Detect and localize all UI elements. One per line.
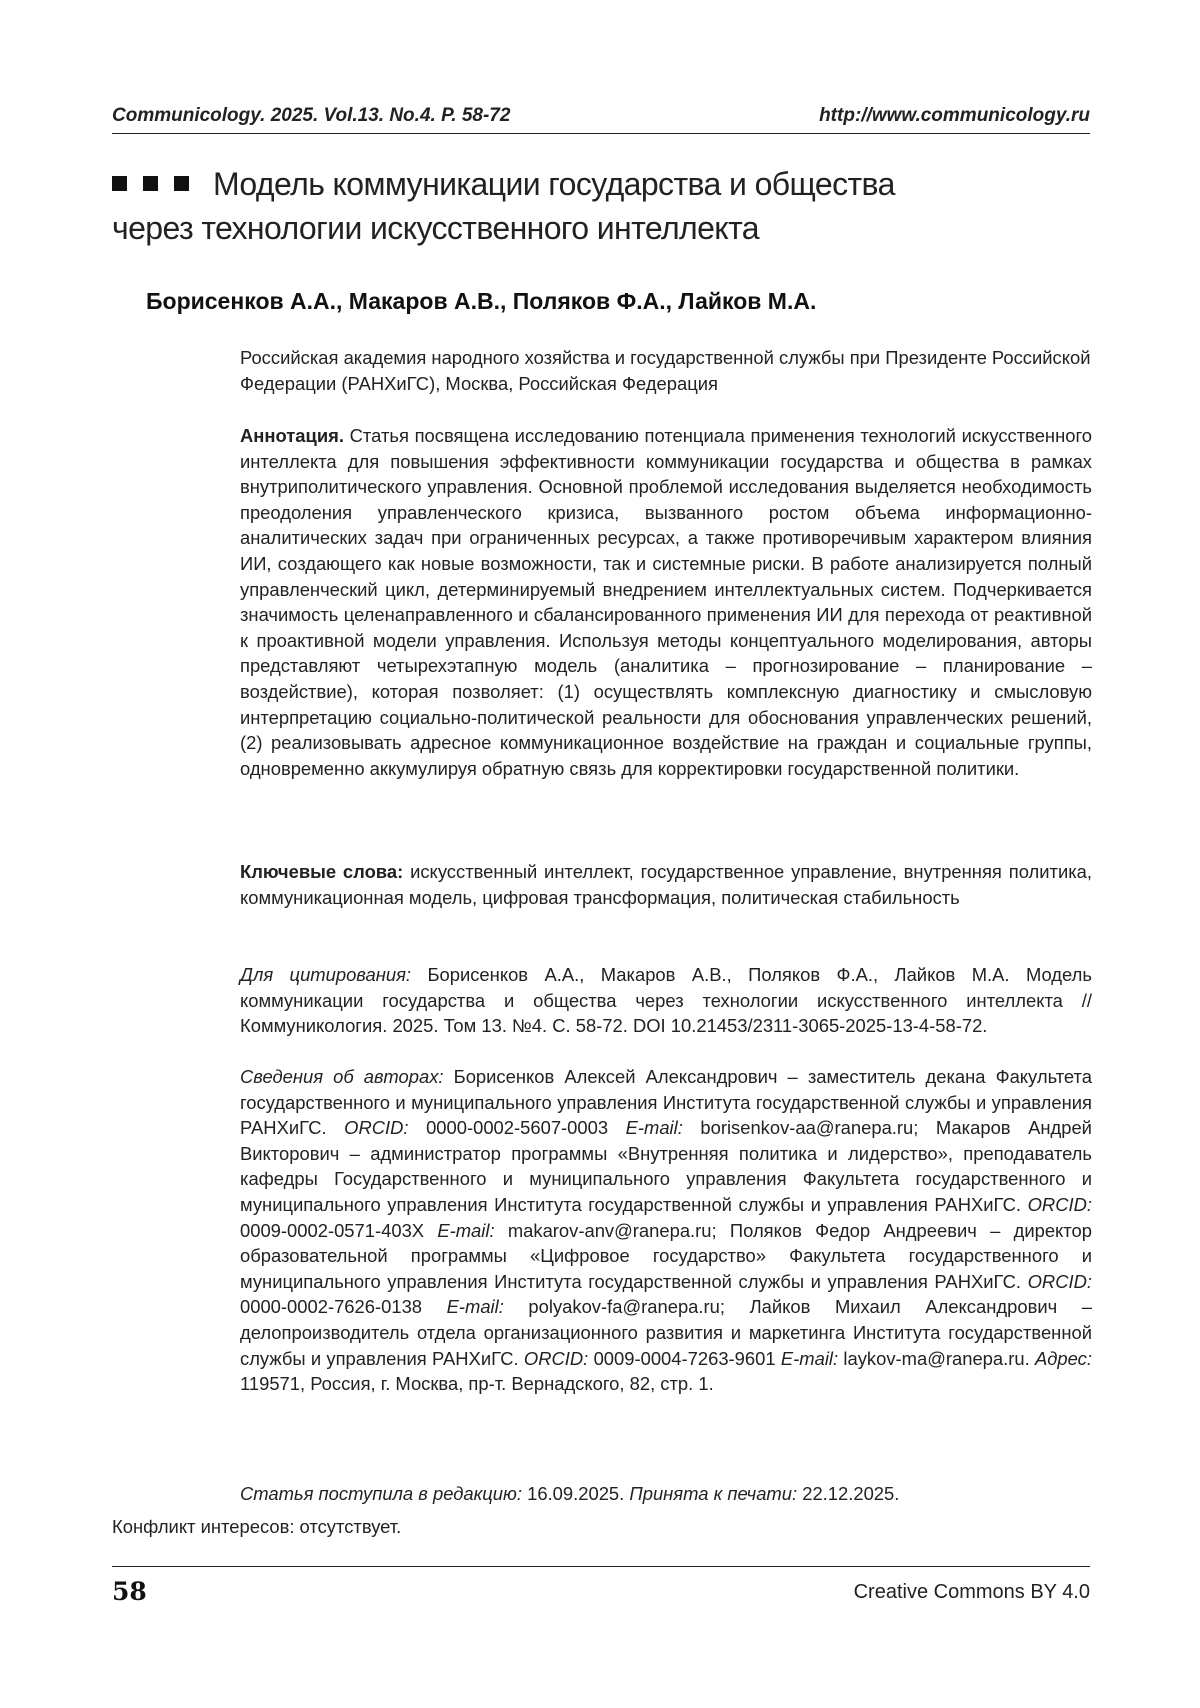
keywords-text: искусственный интеллект, государственное управление, внутренняя политика, коммуникационная модель, цифровая трансформация, политическая стабильность bbox=[240, 861, 1092, 908]
author-list: Борисенков А.А., Макаров А.В., Поляков Ф.А., Лайков М.А. bbox=[146, 288, 817, 314]
author-2-orcid: 0009-0002-0571-403X bbox=[240, 1219, 425, 1241]
author-3-text: Поляков Федор Андреевич – директор образовательной программы «Цифровое государство» Факультета государственного и муниципального управления Института государственной службы и управления РАНХиГС. bbox=[240, 1219, 1092, 1292]
orcid-label: ORCID: bbox=[1027, 1193, 1092, 1215]
author-4-orcid: 0009-0004-7263-9601 bbox=[593, 1347, 776, 1369]
orcid-label: ORCID: bbox=[523, 1347, 589, 1369]
orcid-label: ORCID: bbox=[344, 1117, 409, 1139]
email-label: E-mail: bbox=[437, 1219, 495, 1241]
abstract bbox=[240, 423, 1092, 781]
conflict-of-interest: Конфликт интересов: отсутствует. bbox=[112, 1516, 402, 1537]
author-2-text: Макаров Андрей Викторович – администратор программы «Внутренняя политика и лидерство», преподаватель кафедры Государственного и муниципального управления Факультета государственного и муниципального управления Института государственной службы и управления РАНХиГС. bbox=[240, 1117, 1092, 1215]
email-label: E-mail: bbox=[625, 1117, 683, 1139]
abstract-text: Статья посвящена исследованию потенциала применения технологий искусственного интеллекта для повышения эффективности коммуникации государства и общества в рамках внутриполитического управления. Основной проблемой исследования выделяется необходимость преодоления управленческого кризиса, вызванного ростом объема информационно-аналитических задач при ограниченных ресурсах, а также противоречивым характером влияния ИИ, создающего как новые возможности, так и системные риски. В работе анализируется полный управленческий цикл, детерминируемый внедрением интеллектуальных систем. Подчеркивается значимость целенаправленного и сбалансированного применения ИИ для перехода от реактивной к проактивной модели управления. Используя методы концептуального моделирования, авторы представляют четырехэтапную модель (аналитика – прогнозирование – планирование – воздействие), которая позволяет: (1) осуществлять комплексную диагностику и смысловую интерпретацию социально-политической реальности для обоснования управленческих решений, (2) реализовывать адресное коммуникационное воздействие на граждан и социальные группы, одновременно аккумулируя обратную связь для корректировки государственной политики. bbox=[240, 425, 1092, 779]
author-3-email[interactable]: polyakov-fa@ranepa.ru; bbox=[528, 1296, 725, 1318]
address-label: Адрес: bbox=[1034, 1347, 1092, 1369]
email-label: E-mail: bbox=[446, 1296, 504, 1318]
title-line-2: через технологии искусственного интеллекта bbox=[112, 210, 759, 246]
author-1-email[interactable]: borisenkov-aa@ranepa.ru; bbox=[700, 1117, 919, 1139]
square-bullet-icon bbox=[143, 176, 158, 191]
author-details-label: Сведения об авторах: bbox=[240, 1066, 444, 1087]
email-label: E-mail: bbox=[780, 1347, 839, 1369]
received-date: 16.09.2025. bbox=[527, 1483, 625, 1504]
running-header bbox=[112, 101, 1090, 134]
accepted-date: 22.12.2025. bbox=[802, 1483, 900, 1504]
affiliation: Российская академия народного хозяйства и государственной службы при Президенте Российской Федерации (РАНХиГС), Москва, Российская Федерация bbox=[240, 347, 1091, 394]
received-dates bbox=[240, 1481, 1092, 1507]
square-bullet-icon bbox=[112, 176, 127, 191]
author-details bbox=[240, 1064, 1092, 1397]
address: 119571, Россия, г. Москва, пр-т. Вернадского, 82, стр. 1. bbox=[240, 1373, 714, 1395]
keywords bbox=[240, 859, 1092, 910]
abstract-label: Аннотация. bbox=[240, 425, 344, 446]
square-bullet-icon bbox=[174, 176, 189, 191]
author-3-orcid: 0000-0002-7626-0138 bbox=[240, 1296, 423, 1318]
page-number: 58 bbox=[112, 1577, 147, 1606]
author-1-orcid: 0000-0002-5607-0003 bbox=[426, 1117, 609, 1139]
author-2-email[interactable]: makarov-anv@ranepa.ru; bbox=[507, 1219, 717, 1241]
journal-citation: Communicology. 2025. Vol.13. No.4. P. 58-72 bbox=[112, 105, 511, 126]
author-4-email[interactable]: laykov-ma@ranepa.ru. bbox=[843, 1347, 1030, 1369]
keywords-label: Ключевые слова: bbox=[240, 861, 404, 882]
citation-text: Борисенков А.А., Макаров А.В., Поляков Ф.А., Лайков М.А. Модель коммуникации государства и общества через технологии искусственного интеллекта // Коммуникология. 2025. Том 13. №4. С. 58-72. DOI 10.21453/2311-3065-2025-13-4-58-72. bbox=[240, 964, 1092, 1037]
citation bbox=[240, 962, 1092, 1039]
accepted-label: Принята к печати: bbox=[629, 1483, 798, 1504]
article-title bbox=[112, 162, 1112, 250]
received-label: Статья поступила в редакцию: bbox=[240, 1483, 522, 1504]
author-1-text: Борисенков Алексей Александрович – заместитель декана Факультета государственного и муниципального управления Института государственной службы и управления РАНХиГС. bbox=[240, 1066, 1092, 1139]
page-footer bbox=[112, 1566, 1090, 1606]
citation-label: Для цитирования: bbox=[240, 964, 412, 985]
orcid-label: ORCID: bbox=[1027, 1270, 1092, 1292]
author-4-text: Лайков Михаил Александрович – делопроизводитель отдела организационного развития и маркетинга Института государственной службы и управления РАНХиГС. bbox=[240, 1296, 1092, 1369]
license-note: Creative Commons BY 4.0 bbox=[853, 1581, 1090, 1603]
journal-url[interactable]: http://www.communicology.ru bbox=[819, 105, 1090, 126]
title-line-1: Модель коммуникации государства и общества bbox=[213, 166, 895, 202]
